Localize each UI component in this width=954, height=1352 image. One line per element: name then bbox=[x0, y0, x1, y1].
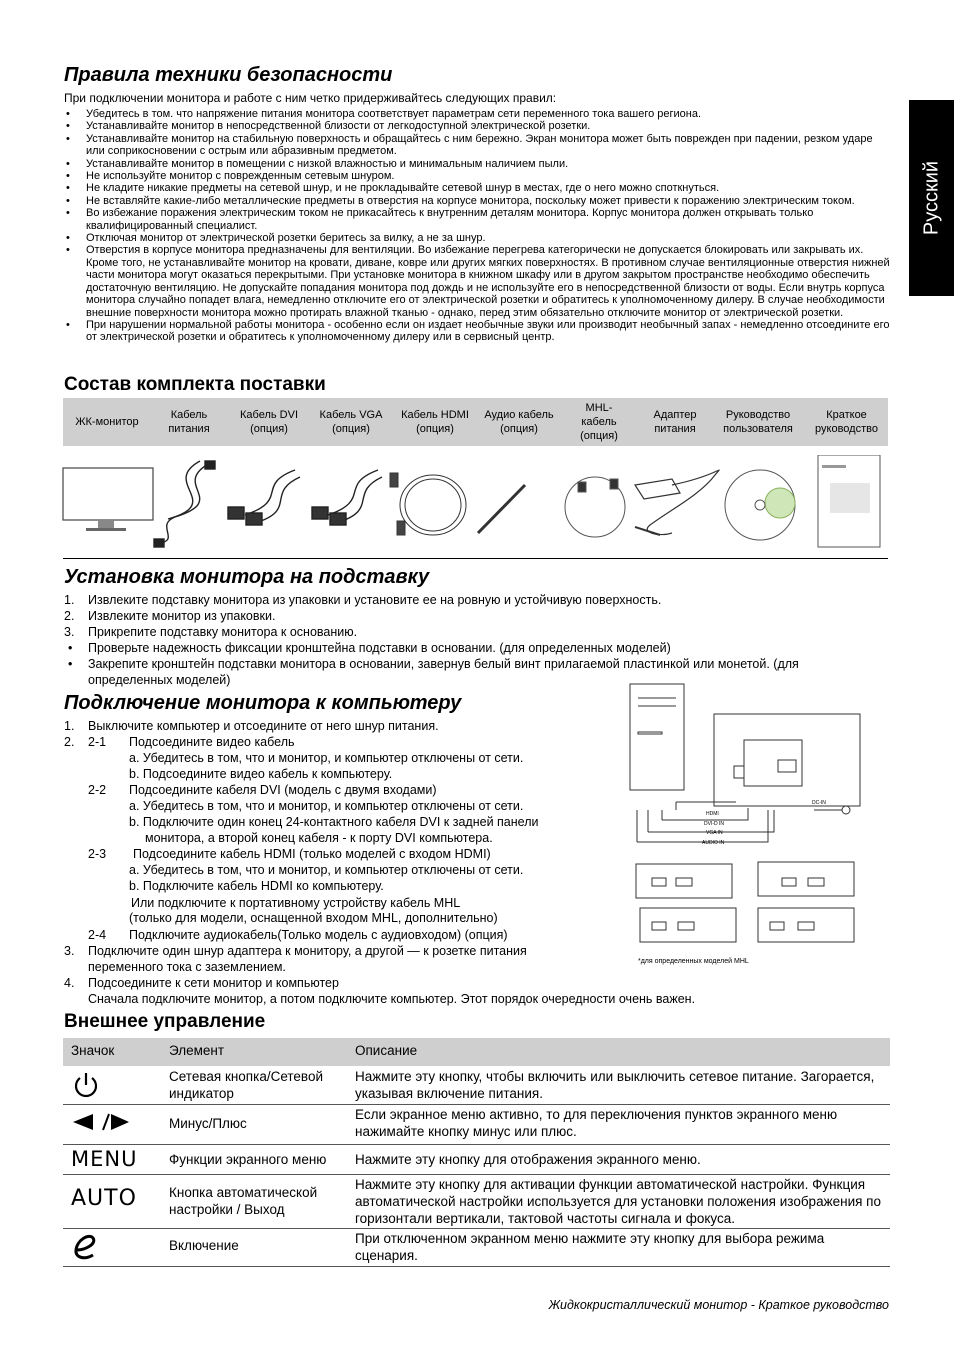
connect-substep-num: 2-1 bbox=[88, 735, 107, 749]
safety-item: • Отключая монитор от электрической розетки беритесь за вилку, а не за шнур. bbox=[64, 232, 894, 244]
connect-line: Подсоедините кабеля DVI (модель с двумя входами) bbox=[129, 783, 437, 797]
connect-line: Подсоедините к сети монитор и компьютер bbox=[88, 976, 339, 990]
diagram-label-vga: VGA IN bbox=[706, 830, 723, 836]
package-item: Аудио кабель (опция) bbox=[484, 409, 554, 435]
connect-line: Сначала подключите монитор, а потом подключите компьютер. Этот порядок очередности очень важен. bbox=[88, 992, 696, 1006]
control-row bbox=[63, 1176, 890, 1228]
safety-item: • Не вставляйте какие-либо металлические предметы в отверстия на корпусе монитора, поскольку может привести к поражению электрическим током. bbox=[64, 195, 894, 207]
package-item: Руководство пользователя bbox=[723, 409, 793, 435]
connect-line: b. Подсоедините видео кабель к компьютеру. bbox=[129, 767, 393, 781]
stand-step-text: Прикрепите подставку монитора к основанию. bbox=[88, 625, 358, 639]
package-item: MHL-кабель (опция) bbox=[580, 402, 618, 442]
package-title: Состав комплекта поставки bbox=[64, 374, 326, 395]
connect-substep-num: 2-2 bbox=[88, 783, 107, 797]
control-divider bbox=[63, 1144, 890, 1145]
control-element: Включение bbox=[169, 1238, 239, 1253]
dvi-cable-image bbox=[228, 470, 300, 525]
empowering-icon bbox=[71, 1230, 105, 1262]
stand-step-num: 3. bbox=[64, 625, 75, 639]
control-element: Минус/Плюс bbox=[169, 1116, 247, 1131]
control-description: Нажмите эту кнопку для отображения экранного меню. bbox=[355, 1152, 701, 1167]
connect-line: Подсоедините кабель HDMI (только моделей с входом HDMI) bbox=[133, 847, 491, 861]
control-divider bbox=[63, 1174, 890, 1175]
connect-num: 2. bbox=[64, 735, 75, 749]
package-item: ЖК-монитор bbox=[75, 416, 139, 428]
connect-line: переменного тока с заземлением. bbox=[88, 960, 286, 974]
controls-header-element: Элемент bbox=[169, 1043, 225, 1058]
connect-substep-num: 2-4 bbox=[88, 928, 107, 942]
connect-line: Подключите один шнур адаптера к монитору, а другой — к розетке питания bbox=[88, 944, 527, 958]
stand-bullet: • Проверьте надежность фиксации кронштейна подставки в основании. (для определенных моделей) bbox=[66, 641, 886, 657]
hdmi-cable-image bbox=[390, 473, 466, 535]
control-divider bbox=[63, 1104, 890, 1105]
connect-line: Подключите аудиокабель(Только модель с аудиовходом) (опция) bbox=[129, 928, 508, 942]
connect-line: a. Убедитесь в том, что и монитор, и компьютер отключены от сети. bbox=[129, 799, 524, 813]
mhl-cable-image bbox=[565, 477, 625, 537]
connect-num: 1. bbox=[64, 719, 75, 733]
diagram-note: *для определенных моделей MHL bbox=[638, 958, 749, 965]
safety-intro: При подключении монитора и работе с ним четко придерживайтесь следующих правил: bbox=[64, 91, 557, 105]
controls-header-icon: Значок bbox=[71, 1043, 115, 1058]
package-header-row bbox=[63, 398, 888, 446]
language-tab bbox=[909, 100, 954, 296]
page-footer: Жидкокристаллический монитор - Краткое руководство bbox=[548, 1298, 889, 1312]
control-description: При отключенном экранном меню нажмите эту кнопку для выбора режима сценария. bbox=[355, 1231, 825, 1263]
safety-item: • Убедитесь в том. что напряжение питания монитора соответствует параметрам сети переменного тока вашего региона. bbox=[64, 108, 894, 120]
stand-title: Установка монитора на подставку bbox=[64, 566, 430, 588]
connect-line: Выключите компьютер и отсоедините от него шнур питания. bbox=[88, 719, 439, 733]
quick-guide-image bbox=[818, 455, 880, 547]
package-item: Кабель DVI (опция) bbox=[240, 409, 298, 435]
connect-num: 4. bbox=[64, 976, 75, 990]
safety-item: • Отверстия в корпусе монитора предназначены для вентиляции. Во избежание перегрева категорически не допускается блокировать или закрывать их. Кроме того, не устанавливайте монитор на кровати, диване, ковре или других мягких поверхностях. В противном случае вентиляционные отверстия нижней части монитора могут оказаться перекрытыми. При установке монитора в книжном шкафу или в другом закрытом пространстве необходимо обеспечить достаточную вентиляцию. Не допускайте попадания монитора под дождь и не используйте его в непосредственной близости от воды. Если внутрь корпуса монитора случайно попадет влага, немедленно отключите его от электрической розетки и обратитесь к уполномоченному дилеру. В случае необходимости внешние поверхности монитора можно протирать влажной тканью - однако, перед этим обязательно отключите монитор от электрической розетки. bbox=[64, 244, 894, 318]
audio-cable-image bbox=[478, 485, 525, 533]
monitor-image bbox=[63, 468, 153, 531]
package-images bbox=[60, 455, 890, 555]
control-row bbox=[63, 1230, 890, 1266]
controls-header-row bbox=[63, 1038, 890, 1066]
package-item: Краткое руководство bbox=[815, 409, 878, 435]
vga-cable-image bbox=[312, 470, 382, 525]
package-item: Кабель VGA (опция) bbox=[319, 409, 383, 435]
connect-line: Подсоедините видео кабель bbox=[129, 735, 295, 749]
pc-tower bbox=[630, 684, 684, 790]
connect-num: 3. bbox=[64, 944, 75, 958]
control-divider bbox=[63, 1266, 890, 1267]
minus-plus-icon bbox=[71, 1112, 131, 1132]
connect-line: (только для модели, оснащенной входом MHL, дополнительно) bbox=[129, 911, 498, 925]
safety-item: • Устанавливайте монитор в помещении с низкой влажностью и минимальным наличием пыли. bbox=[64, 158, 894, 170]
connect-substep-num: 2-3 bbox=[88, 847, 107, 861]
power-icon bbox=[71, 1070, 101, 1100]
diagram-label-audio: AUDIO IN bbox=[702, 840, 725, 846]
package-item: Кабель питания bbox=[168, 409, 210, 435]
control-element: Кнопка автоматической настройки / Выход bbox=[169, 1185, 318, 1217]
connect-line: a. Убедитесь в том, что и монитор, и компьютер отключены от сети. bbox=[129, 863, 524, 877]
stand-step-num: 1. bbox=[64, 593, 75, 607]
diagram-label-hdmi: HDMI bbox=[706, 811, 719, 817]
control-divider bbox=[63, 1228, 890, 1229]
safety-item: • Во избежание поражения электрическим током не прикасайтесь к внутренним деталям монитора. Корпус монитора должен открывать только квалифицированный специалист. bbox=[64, 207, 894, 232]
package-item: Адаптер питания bbox=[653, 409, 697, 435]
control-row bbox=[63, 1106, 890, 1144]
power-cord-image bbox=[154, 461, 215, 547]
language-tab-label: Русский bbox=[920, 160, 942, 236]
control-description: Нажмите эту кнопку, чтобы включить или выключить сетевое питание. Загорается, указывая включение питания. bbox=[355, 1069, 875, 1101]
package-divider bbox=[63, 558, 888, 559]
connect-title: Подключение монитора к компьютеру bbox=[64, 692, 462, 714]
cd-image bbox=[725, 470, 795, 540]
diagram-label-dc: DC-IN bbox=[812, 800, 826, 806]
safety-list bbox=[64, 108, 894, 344]
safety-title: Правила техники безопасности bbox=[64, 64, 393, 86]
connection-diagram bbox=[628, 682, 862, 944]
stand-step-text: Извлеките монитор из упаковки. bbox=[88, 609, 276, 623]
control-element: Сетевая кнопка/Сетевой индикатор bbox=[169, 1069, 323, 1101]
connect-line: Или подключите к портативному устройству кабель MHL bbox=[131, 896, 461, 910]
connect-line: монитора, а второй конец кабеля - к порту DVI компьютера. bbox=[145, 831, 493, 845]
safety-item: • Устанавливайте монитор в непосредственной близости от легкодоступной электрической розетки. bbox=[64, 120, 894, 132]
control-description: Нажмите эту кнопку для активации функции автоматической настройки. Функция автоматической настройки используется для установки положения изображения по горизонтали вертикали, тактовой частоты сигнала и фокуса. bbox=[355, 1177, 881, 1226]
stand-step-text: Извлеките подставку монитора из упаковки и установите ее на ровную и устойчивую поверхность. bbox=[88, 593, 662, 607]
controls-title: Внешнее управление bbox=[64, 1011, 266, 1032]
controls-header-description: Описание bbox=[355, 1043, 418, 1058]
connect-line: b. Подключите кабель HDMI ко компьютеру. bbox=[129, 879, 384, 893]
safety-item: • Устанавливайте монитор на стабильную поверхность и обращайтесь с ним бережно. Экран монитора может быть поврежден при падении, резком ударе или соприкосновении с острым или абразивным предметом. bbox=[64, 133, 894, 158]
safety-item: • При нарушении нормальной работы монитора - особенно если он издает необычные звуки или производит необычный запах - немедленно отсоедините его от электрической розетки и обратитесь к уполномоченному дилеру или в сервисный центр. bbox=[64, 319, 894, 344]
power-adapter-image bbox=[635, 470, 719, 535]
connect-line: b. Подключите один конец 24-контактного кабеля DVI к задней панели bbox=[129, 815, 539, 829]
control-row bbox=[63, 1068, 890, 1104]
auto-icon: AUTO bbox=[71, 1186, 137, 1211]
stand-step-num: 2. bbox=[64, 609, 75, 623]
control-description: Если экранное меню активно, то для переключения пунктов экранного меню нажимайте кнопку минус или плюс. bbox=[355, 1107, 838, 1139]
control-row bbox=[63, 1146, 890, 1174]
stand-bullet: • Закрепите кронштейн подставки монитора в основании, завернув белый винт прилагаемой пластинкой или монетой. (для определенных моделей) bbox=[66, 657, 886, 689]
menu-icon: MENU bbox=[71, 1147, 138, 1171]
diagram-label-dvi: DVI-D IN bbox=[704, 821, 724, 827]
safety-item: • Не кладите никакие предметы на сетевой шнур, и не прокладывайте сетевой шнур в местах, где о него можно споткнуться. bbox=[64, 182, 894, 194]
connect-line: a. Убедитесь в том, что и монитор, и компьютер отключены от сети. bbox=[129, 751, 524, 765]
package-item: Кабель HDMI (опция) bbox=[401, 409, 469, 435]
control-element: Функции экранного меню bbox=[169, 1152, 327, 1167]
safety-item: • Не используйте монитор с поврежденным сетевым шнуром. bbox=[64, 170, 894, 182]
